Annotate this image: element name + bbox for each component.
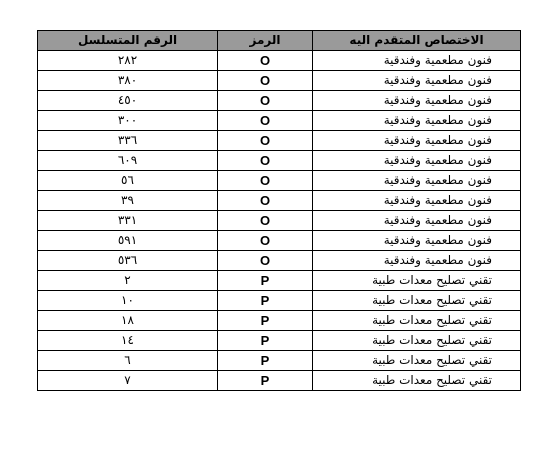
table-row <box>38 311 521 331</box>
specialty-cell: فنون مطعمية وفندقية <box>313 131 521 151</box>
serial-cell: ٥٩١ <box>38 231 218 251</box>
table-row <box>38 191 521 211</box>
specialty-cell: تقني تصليح معدات طبية <box>313 371 521 391</box>
table-row <box>38 91 521 111</box>
serial-cell: ٥٦ <box>38 171 218 191</box>
serial-cell: ٣٣٦ <box>38 131 218 151</box>
specialty-cell: تقني تصليح معدات طبية <box>313 331 521 351</box>
table-row <box>38 71 521 91</box>
code-cell: P <box>218 331 313 351</box>
specialty-cell: فنون مطعمية وفندقية <box>313 91 521 111</box>
table-row <box>38 131 521 151</box>
header-serial: الرقم المتسلسل <box>38 31 218 51</box>
code-cell: O <box>218 131 313 151</box>
specialty-cell: تقني تصليح معدات طبية <box>313 271 521 291</box>
code-cell: O <box>218 51 313 71</box>
code-cell: P <box>218 371 313 391</box>
table-row <box>38 271 521 291</box>
code-cell: O <box>218 171 313 191</box>
table-row <box>38 291 521 311</box>
specialty-cell: فنون مطعمية وفندقية <box>313 251 521 271</box>
specialty-cell: تقني تصليح معدات طبية <box>313 351 521 371</box>
code-cell: O <box>218 251 313 271</box>
serial-cell: ٣٩ <box>38 191 218 211</box>
code-cell: P <box>218 291 313 311</box>
results-table <box>37 30 521 391</box>
specialty-cell: تقني تصليح معدات طبية <box>313 311 521 331</box>
serial-cell: ٣٠٠ <box>38 111 218 131</box>
specialty-cell: فنون مطعمية وفندقية <box>313 171 521 191</box>
table-row <box>38 151 521 171</box>
code-cell: O <box>218 91 313 111</box>
code-cell: O <box>218 231 313 251</box>
table-row <box>38 211 521 231</box>
table-row <box>38 251 521 271</box>
code-cell: O <box>218 211 313 231</box>
specialty-cell: فنون مطعمية وفندقية <box>313 231 521 251</box>
serial-cell: ١٤ <box>38 331 218 351</box>
specialty-cell: فنون مطعمية وفندقية <box>313 51 521 71</box>
table-header-row <box>38 31 521 51</box>
table-row <box>38 51 521 71</box>
serial-cell: ٧ <box>38 371 218 391</box>
table-row <box>38 331 521 351</box>
code-cell: O <box>218 111 313 131</box>
code-cell: O <box>218 191 313 211</box>
serial-cell: ١٨ <box>38 311 218 331</box>
table-row <box>38 371 521 391</box>
serial-cell: ٦٠٩ <box>38 151 218 171</box>
serial-cell: ١٠ <box>38 291 218 311</box>
specialty-cell: تقني تصليح معدات طبية <box>313 291 521 311</box>
code-cell: P <box>218 351 313 371</box>
code-cell: O <box>218 151 313 171</box>
header-code: الرمز <box>218 31 313 51</box>
code-cell: P <box>218 271 313 291</box>
table-row <box>38 351 521 371</box>
specialty-cell: فنون مطعمية وفندقية <box>313 151 521 171</box>
serial-cell: ٢٨٢ <box>38 51 218 71</box>
serial-cell: ٢ <box>38 271 218 291</box>
serial-cell: ٤٥٠ <box>38 91 218 111</box>
specialty-cell: فنون مطعمية وفندقية <box>313 111 521 131</box>
table-row <box>38 111 521 131</box>
header-specialty: الاختصاص المتقدم اليه <box>313 31 521 51</box>
serial-cell: ٥٣٦ <box>38 251 218 271</box>
specialty-cell: فنون مطعمية وفندقية <box>313 191 521 211</box>
table-row <box>38 231 521 251</box>
code-cell: O <box>218 71 313 91</box>
specialty-cell: فنون مطعمية وفندقية <box>313 211 521 231</box>
table-row <box>38 171 521 191</box>
code-cell: P <box>218 311 313 331</box>
serial-cell: ٣٣١ <box>38 211 218 231</box>
table-body <box>38 51 521 391</box>
specialty-cell: فنون مطعمية وفندقية <box>313 71 521 91</box>
serial-cell: ٦ <box>38 351 218 371</box>
serial-cell: ٣٨٠ <box>38 71 218 91</box>
